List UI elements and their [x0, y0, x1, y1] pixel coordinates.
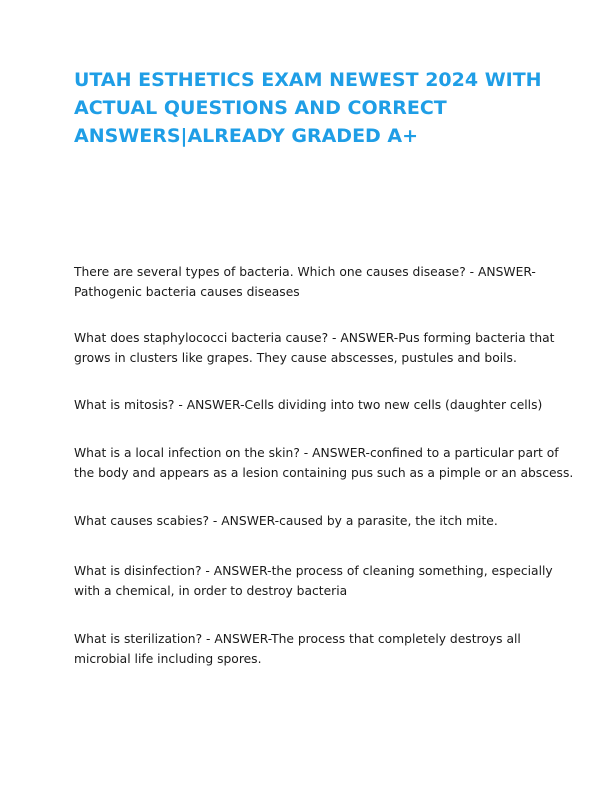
qa-line: What causes scabies? - ANSWER-caused by a parasite, the itch mite. [74, 514, 498, 528]
qa-line: There are several types of bacteria. Which one causes disease? - ANSWER- [74, 265, 536, 279]
qa-item-scabies [74, 511, 554, 531]
title-line: ACTUAL QUESTIONS AND CORRECT [74, 97, 447, 119]
qa-line: What does staphylococci bacteria cause? - ANSWER-Pus forming bacteria that [74, 331, 555, 345]
qa-item-local-infection [74, 443, 574, 483]
qa-item-staphylococci [74, 328, 554, 368]
qa-line: Pathogenic bacteria causes diseases [74, 285, 300, 299]
qa-line: the body and appears as a lesion containing pus such as a pimple or an abscess. [74, 466, 574, 480]
qa-item-mitosis [74, 395, 554, 415]
qa-item-sterilization [74, 629, 554, 669]
qa-item-disinfection [74, 561, 554, 601]
qa-line: grows in clusters like grapes. They cause abscesses, pustules and boils. [74, 351, 517, 365]
qa-line: What is sterilization? - ANSWER-The process that completely destroys all [74, 632, 521, 646]
qa-line: microbial life including spores. [74, 652, 262, 666]
qa-item-bacteria-types [74, 262, 554, 302]
qa-line: What is mitosis? - ANSWER-Cells dividing into two new cells (daughter cells) [74, 398, 543, 412]
document-title [74, 66, 544, 150]
qa-line: What is a local infection on the skin? - ANSWER-confined to a particular part of [74, 446, 559, 460]
title-line: UTAH ESTHETICS EXAM NEWEST 2024 WITH [74, 69, 542, 91]
title-line: ANSWERS|ALREADY GRADED A+ [74, 125, 419, 147]
qa-line: with a chemical, in order to destroy bacteria [74, 584, 348, 598]
qa-line: What is disinfection? - ANSWER-the process of cleaning something, especially [74, 564, 553, 578]
